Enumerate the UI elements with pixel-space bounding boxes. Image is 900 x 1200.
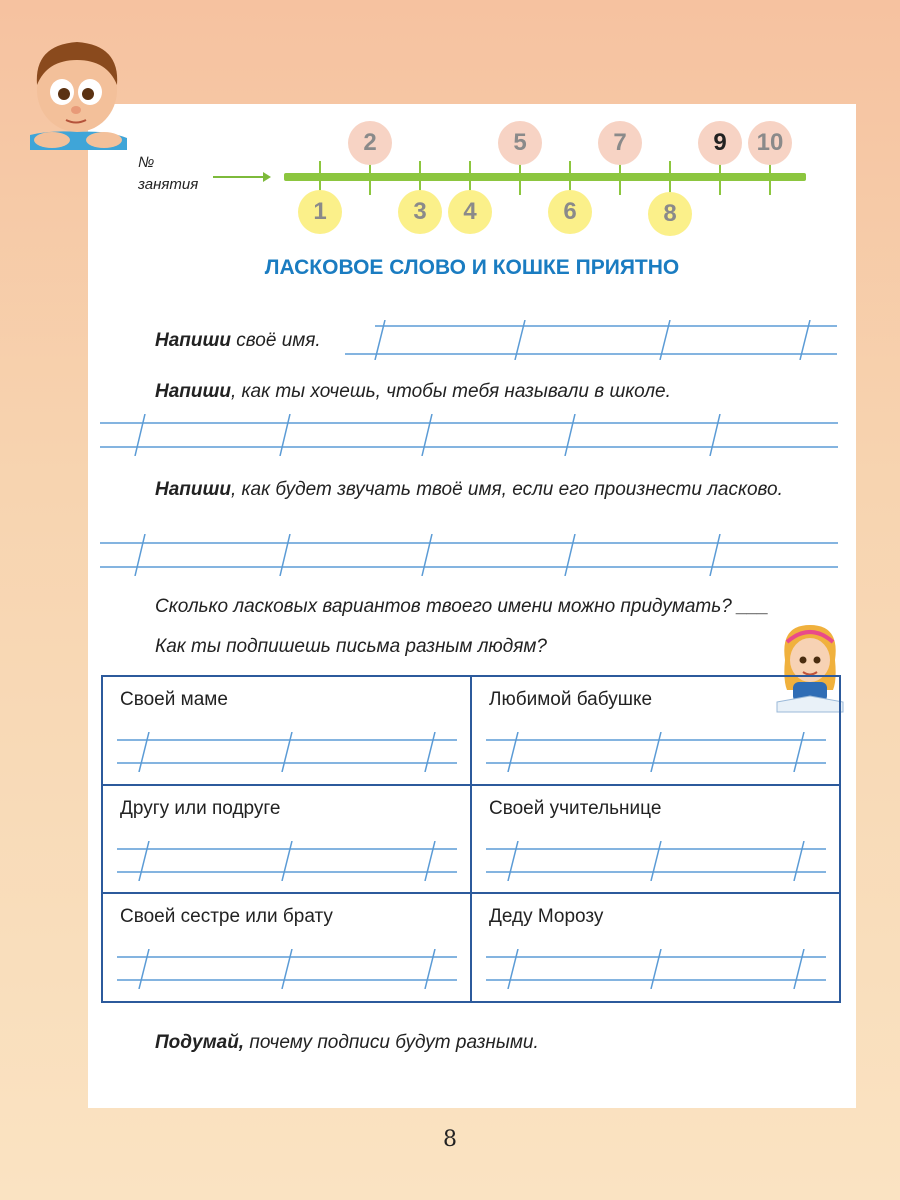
task-1 xyxy=(155,330,321,352)
lesson-circle: 1 xyxy=(298,190,342,234)
lesson-circle: 2 xyxy=(348,121,392,165)
cell-label: Другу или подруге xyxy=(120,797,281,819)
page-title: ЛАСКОВОЕ СЛОВО И КОШКЕ ПРИЯТНО xyxy=(264,256,680,279)
school-name-writing-lines[interactable] xyxy=(100,414,840,456)
cell-writing-lines[interactable] xyxy=(117,949,457,989)
lesson-circle: 3 xyxy=(398,190,442,234)
lesson-number-label: № xyxy=(138,154,155,171)
task-5: Как ты подпишешь письма разным людям? xyxy=(155,636,547,657)
timeline-tick xyxy=(769,161,771,195)
task-2-text: , как ты хочешь, чтобы тебя называли в школе. xyxy=(231,381,671,402)
task-2 xyxy=(155,381,671,403)
cell-writing-lines[interactable] xyxy=(486,949,826,989)
timeline-tick xyxy=(619,161,621,195)
lesson-timeline xyxy=(284,173,806,181)
timeline-tick xyxy=(369,161,371,195)
arrow-right-icon xyxy=(213,176,269,178)
cell-label: Деду Морозу xyxy=(489,906,604,928)
lesson-circle: 6 xyxy=(548,190,592,234)
cell-writing-lines[interactable] xyxy=(117,732,457,772)
boy-illustration xyxy=(22,30,132,150)
lesson-circle: 5 xyxy=(498,121,542,165)
task-2-verb: Напиши xyxy=(155,381,231,402)
lesson-circle: 4 xyxy=(448,190,492,234)
task-1-text: своё имя. xyxy=(231,330,321,351)
name-writing-lines[interactable] xyxy=(345,320,840,360)
timeline-tick xyxy=(519,161,521,195)
affectionate-name-writing-lines[interactable] xyxy=(100,534,840,576)
signature-table xyxy=(101,675,841,1003)
table-cell[interactable] xyxy=(102,785,471,894)
task-4: Сколько ласковых вариантов твоего имени можно придумать? ___ xyxy=(155,596,769,617)
table-cell[interactable] xyxy=(471,893,840,1002)
lesson-circle: 7 xyxy=(598,121,642,165)
think-task-verb: Подумай, xyxy=(155,1032,245,1053)
page-number: 8 xyxy=(443,1127,457,1152)
cell-label: Своей маме xyxy=(120,689,228,710)
timeline-tick xyxy=(669,161,671,195)
cell-writing-lines[interactable] xyxy=(486,841,826,881)
cell-writing-lines[interactable] xyxy=(486,732,826,772)
think-task xyxy=(155,1032,539,1054)
cell-label: Своей учительнице xyxy=(489,797,662,819)
table-cell[interactable] xyxy=(102,893,471,1002)
task-3-text: , как будет звучать твоё имя, если его произнести ласково. xyxy=(231,479,783,500)
lesson-label: занятия xyxy=(138,176,199,193)
task-3-verb: Напиши xyxy=(155,479,231,500)
cell-label: Любимой бабушке xyxy=(489,689,653,710)
lesson-circle-current: 9 xyxy=(698,121,742,165)
think-task-text: почему подписи будут разными. xyxy=(244,1032,539,1053)
task-3 xyxy=(102,477,842,502)
task-1-verb: Напиши xyxy=(155,330,231,351)
table-cell[interactable] xyxy=(471,676,840,785)
table-cell[interactable] xyxy=(102,676,471,785)
cell-writing-lines[interactable] xyxy=(117,841,457,881)
cell-label: Своей сестре или брату xyxy=(120,906,333,928)
lesson-circle: 10 xyxy=(748,121,792,165)
timeline-tick xyxy=(719,161,721,195)
table-cell[interactable] xyxy=(471,785,840,894)
lesson-circle: 8 xyxy=(648,192,692,236)
